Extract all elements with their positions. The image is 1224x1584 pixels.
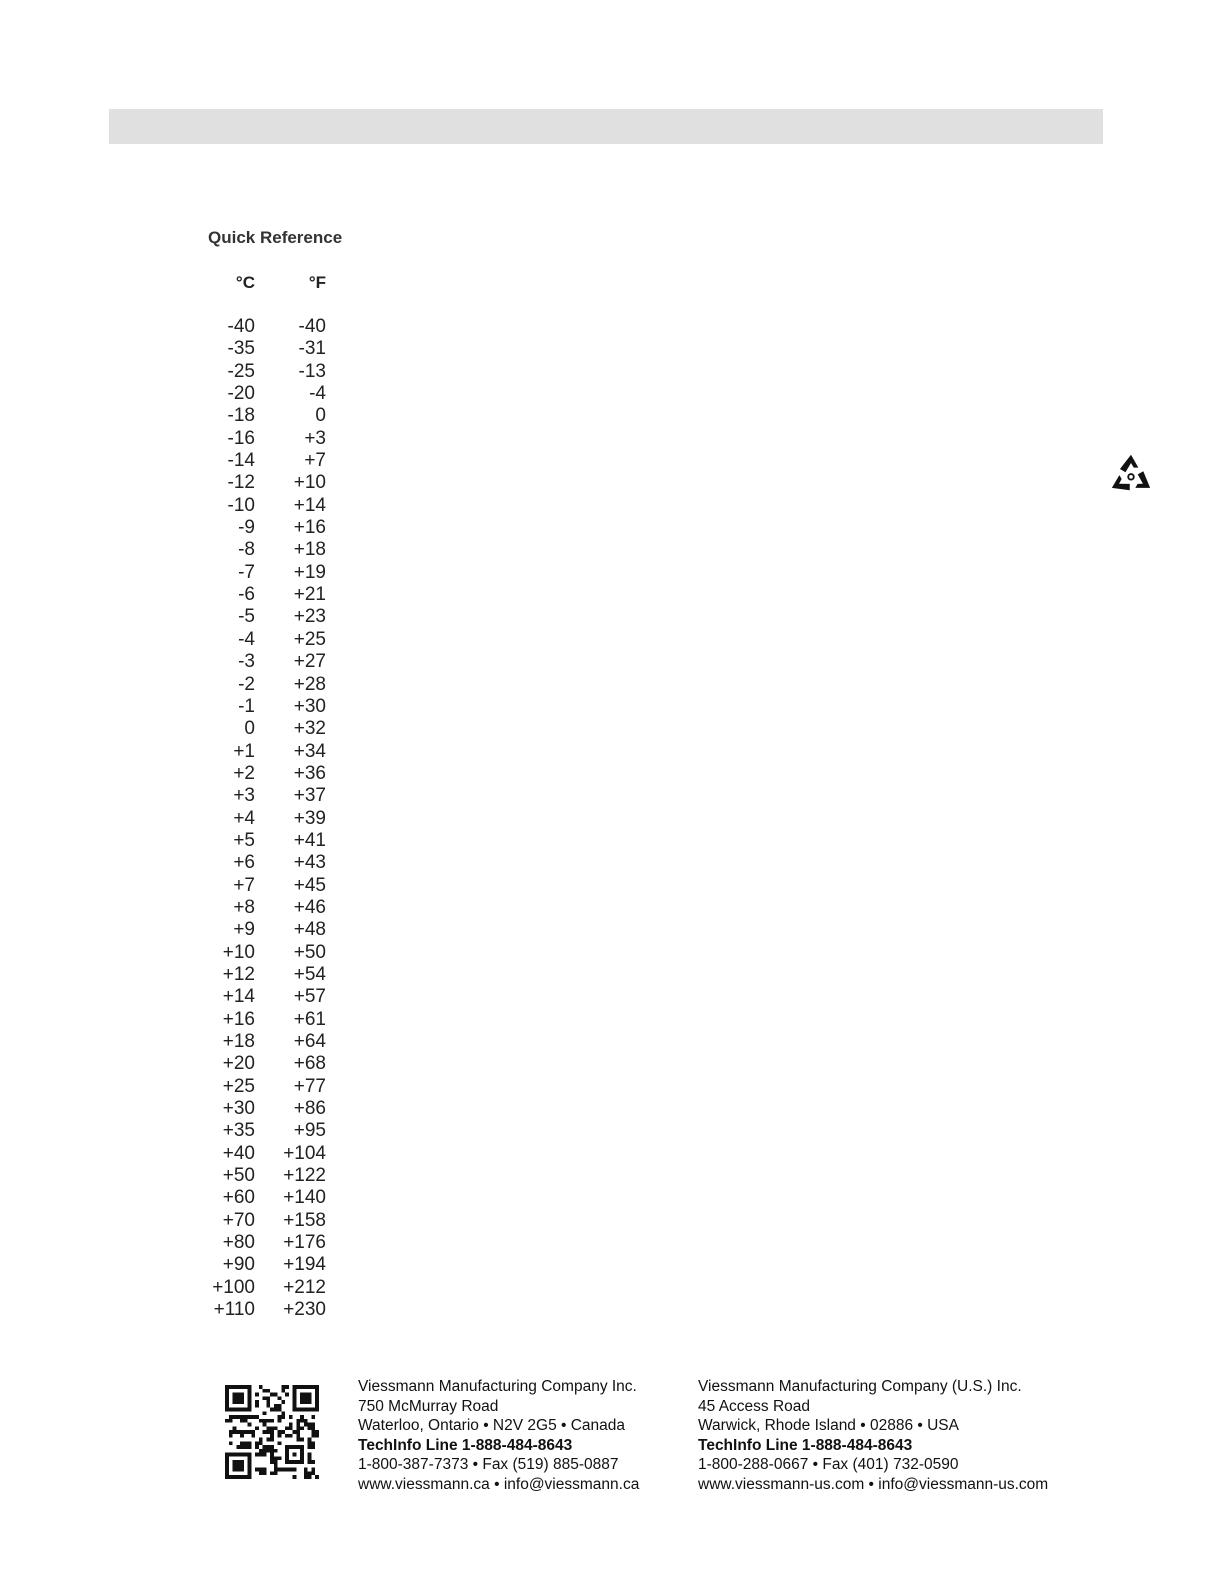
table-row	[185, 606, 326, 628]
celsius-value: -16	[227, 427, 255, 449]
celsius-value: -14	[227, 450, 255, 472]
fahrenheit-value: +10	[293, 472, 326, 494]
fahrenheit-value: +37	[293, 785, 326, 807]
celsius-value: -8	[238, 539, 255, 561]
fahrenheit-value: +39	[293, 807, 326, 829]
table-row	[185, 495, 326, 517]
fahrenheit-value: +28	[293, 673, 326, 695]
fahrenheit-value: +46	[293, 896, 326, 918]
celsius-value: +70	[222, 1209, 255, 1231]
celsius-value: +5	[233, 829, 255, 851]
celsius-value: +25	[222, 1075, 255, 1097]
table-row	[185, 450, 326, 472]
fahrenheit-value: +140	[283, 1187, 326, 1209]
celsius-value: -6	[238, 584, 255, 606]
celsius-value: +12	[222, 963, 255, 985]
celsius-value: -1	[238, 695, 255, 717]
fahrenheit-value: +50	[293, 941, 326, 963]
table-row	[185, 1254, 326, 1276]
celsius-value: +1	[233, 740, 255, 762]
celsius-value: +60	[222, 1187, 255, 1209]
table-row	[185, 584, 326, 606]
table-row	[185, 1187, 326, 1209]
fahrenheit-value: +230	[283, 1299, 326, 1321]
canada-techinfo: TechInfo Line 1-888-484-8643	[358, 1436, 573, 1454]
table-row	[185, 830, 326, 852]
fahrenheit-value: -31	[298, 338, 326, 360]
fahrenheit-value: +68	[293, 1053, 326, 1075]
celsius-value: +110	[213, 1299, 255, 1321]
celsius-value: -35	[227, 338, 255, 360]
celsius-value: +16	[222, 1008, 255, 1030]
table-row	[185, 1076, 326, 1098]
canada-phone: 1-800-387-7373 • Fax (519) 885-0887	[358, 1456, 619, 1474]
canada-street: 750 McMurray Road	[358, 1397, 499, 1415]
table-row	[185, 629, 326, 651]
celsius-value: +20	[222, 1053, 255, 1075]
table-row	[185, 741, 326, 763]
celsius-value: +40	[222, 1142, 255, 1164]
fahrenheit-value: +194	[283, 1254, 326, 1276]
usa-web: www.viessmann-us.com • info@viessmann-us.com	[698, 1475, 1049, 1493]
table-row	[185, 383, 326, 405]
fahrenheit-value: +212	[283, 1276, 326, 1298]
celsius-value: -20	[227, 383, 255, 405]
table-row	[185, 785, 326, 807]
fahrenheit-value: +14	[293, 494, 326, 516]
fahrenheit-value: +32	[293, 718, 326, 740]
celsius-value: +14	[222, 986, 255, 1008]
table-row	[185, 852, 326, 874]
canada-web: www.viessmann.ca • info@viessmann.ca	[358, 1475, 640, 1493]
celsius-value: -2	[238, 673, 255, 695]
table-row	[185, 875, 326, 897]
celsius-value: -7	[238, 561, 255, 583]
usa-address	[698, 1377, 1076, 1495]
fahrenheit-value: +27	[293, 651, 326, 673]
table-row	[185, 942, 326, 964]
fahrenheit-value: +158	[283, 1209, 326, 1231]
table-row	[185, 986, 326, 1008]
celsius-value: -18	[227, 405, 255, 427]
table-row	[185, 1299, 326, 1321]
fahrenheit-value: 0	[315, 405, 326, 427]
table-row	[185, 674, 326, 696]
celsius-value: +7	[233, 874, 255, 896]
fahrenheit-value: +7	[304, 450, 326, 472]
celsius-value: +4	[233, 807, 255, 829]
fahrenheit-value: +21	[293, 584, 326, 606]
table-row	[185, 316, 326, 338]
table-row	[185, 472, 326, 494]
fahrenheit-value: +86	[293, 1098, 326, 1120]
fahrenheit-value: -40	[298, 316, 326, 337]
celsius-value: +3	[233, 785, 255, 807]
celsius-value: +90	[222, 1254, 255, 1276]
fahrenheit-value: +43	[293, 852, 326, 874]
table-row	[185, 1031, 326, 1053]
celsius-value: +9	[233, 919, 255, 941]
fahrenheit-value: +25	[293, 628, 326, 650]
celsius-value: 0	[244, 718, 255, 740]
table-row	[185, 1053, 326, 1075]
usa-phone: 1-800-288-0667 • Fax (401) 732-0590	[698, 1456, 959, 1474]
celsius-value: -40	[227, 316, 255, 337]
qr-code	[225, 1385, 319, 1479]
celsius-value: +10	[222, 941, 255, 963]
fahrenheit-value: +57	[293, 986, 326, 1008]
fahrenheit-value: +30	[293, 695, 326, 717]
table-row	[185, 562, 326, 584]
celsius-value: +8	[233, 896, 255, 918]
table-row	[185, 919, 326, 941]
table-row	[185, 428, 326, 450]
celsius-value: +100	[212, 1276, 255, 1298]
table-row	[185, 696, 326, 718]
table-row	[185, 1120, 326, 1142]
celsius-value: -9	[238, 517, 255, 539]
table-row	[185, 517, 326, 539]
table-row	[185, 1210, 326, 1232]
fahrenheit-value: +16	[293, 517, 326, 539]
table-row	[185, 763, 326, 785]
celsius-value: +30	[222, 1098, 255, 1120]
table-row	[185, 539, 326, 561]
fahrenheit-value: +54	[293, 963, 326, 985]
fahrenheit-value: +41	[293, 829, 326, 851]
fahrenheit-value: +3	[304, 427, 326, 449]
fahrenheit-value: +122	[283, 1165, 326, 1187]
fahrenheit-value: +77	[293, 1075, 326, 1097]
canada-city: Waterloo, Ontario • N2V 2G5 • Canada	[358, 1417, 626, 1435]
fahrenheit-value: +36	[293, 762, 326, 784]
celsius-value: -5	[238, 606, 255, 628]
fahrenheit-value: +64	[293, 1031, 326, 1052]
celsius-value: -3	[238, 651, 255, 673]
fahrenheit-value: +45	[293, 874, 326, 896]
recycle-icon	[1108, 452, 1154, 498]
usa-city: Warwick, Rhode Island • 02886 • USA	[698, 1417, 959, 1435]
table-row	[185, 1165, 326, 1187]
fahrenheit-value: +104	[283, 1142, 326, 1164]
table-row	[185, 1009, 326, 1031]
fahrenheit-value: +34	[293, 740, 326, 762]
celsius-value: +80	[222, 1232, 255, 1254]
fahrenheit-value: -4	[309, 383, 326, 405]
fahrenheit-value: +95	[293, 1120, 326, 1142]
fahrenheit-value: +48	[293, 919, 326, 941]
celsius-value: -10	[227, 494, 255, 516]
table-row	[185, 808, 326, 830]
conversion-table	[185, 316, 326, 1321]
celsius-value: -25	[227, 360, 255, 382]
celsius-value: -4	[238, 628, 255, 650]
fahrenheit-value: +23	[293, 606, 326, 628]
usa-company: Viessmann Manufacturing Company (U.S.) Inc.	[698, 1378, 1022, 1395]
celsius-value: +50	[222, 1165, 255, 1187]
fahrenheit-value: -13	[298, 360, 326, 382]
canada-address	[358, 1377, 664, 1495]
table-row	[185, 338, 326, 360]
fahrenheit-value: +61	[293, 1008, 326, 1030]
quick-reference-title: Quick Reference	[208, 228, 343, 247]
table-row	[185, 1098, 326, 1120]
table-row	[185, 1277, 326, 1299]
table-row	[185, 964, 326, 986]
usa-street: 45 Access Road	[698, 1397, 811, 1415]
canada-company: Viessmann Manufacturing Company Inc.	[358, 1378, 637, 1395]
fahrenheit-value: +19	[293, 561, 326, 583]
fahrenheit-column-header: °F	[308, 273, 326, 292]
header-bar	[109, 109, 1103, 144]
table-row	[185, 651, 326, 673]
celsius-value: +18	[222, 1031, 255, 1052]
table-row	[185, 1232, 326, 1254]
table-row	[185, 718, 326, 740]
usa-techinfo: TechInfo Line 1-888-484-8643	[698, 1436, 913, 1454]
table-row	[185, 405, 326, 427]
table-row	[185, 361, 326, 383]
table-row	[185, 897, 326, 919]
fahrenheit-value: +176	[283, 1232, 326, 1254]
table-row	[185, 1143, 326, 1165]
celsius-value: +35	[222, 1120, 255, 1142]
celsius-value: +2	[233, 762, 255, 784]
celsius-value: -12	[227, 472, 255, 494]
celsius-column-header: °C	[235, 273, 255, 292]
fahrenheit-value: +18	[293, 539, 326, 561]
celsius-value: +6	[233, 852, 255, 874]
